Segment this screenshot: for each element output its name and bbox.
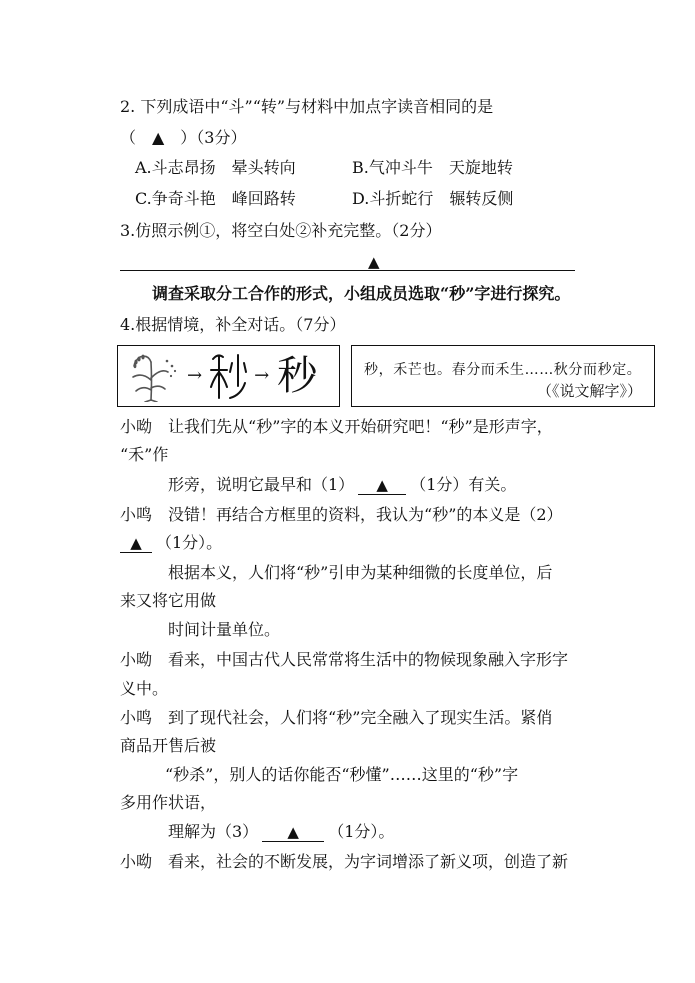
dialog-line: 多用作状语， bbox=[120, 793, 217, 812]
dialog-text: （1分）。 bbox=[156, 533, 223, 552]
option-d bbox=[352, 189, 513, 209]
speaker-name: 小鸣 bbox=[120, 708, 153, 727]
speaker-name: 小呦 bbox=[120, 852, 153, 871]
answer-blank: ▲ bbox=[358, 477, 406, 495]
dialog-text: （1分）。 bbox=[328, 822, 395, 841]
dialog-text: 让我们先从“秒”字的本义开始研究吧！“秒”是形声字， bbox=[168, 417, 553, 436]
character-evolution-box bbox=[117, 345, 340, 407]
question3-stem: 3.仿照示例①，将空白处②补充完整。（2分） bbox=[120, 221, 442, 240]
dialog-line bbox=[120, 852, 568, 872]
intro-text: 调查采取分工合作的形式，小组成员选取“秒”字进行探究。 bbox=[152, 284, 571, 303]
option-text: 气冲斗牛 天旋地转 bbox=[368, 158, 513, 177]
dialog-text: 看来，中国古代人民常常将生活中的物候现象融入字形字 bbox=[168, 650, 569, 669]
dialog-text: 理解为（3） bbox=[168, 822, 259, 841]
dialog-text: 没错！再结合方框里的资料，我认为“秒”的本义是（2） bbox=[168, 505, 563, 524]
question3-answer-mark: ▲ bbox=[368, 253, 380, 271]
dialog-line bbox=[120, 505, 563, 525]
modern-character: 秒 bbox=[277, 353, 318, 399]
dialog-text: 到了现代社会，人们将“秒”完全融入了现实生活。紧俏 bbox=[168, 708, 553, 727]
dialog-line: “秒杀”，别人的话你能否“秒懂”……这里的“秒”字 bbox=[165, 765, 519, 784]
dialog-line bbox=[120, 533, 222, 553]
plant-pictograph-image bbox=[121, 350, 181, 402]
dialog-line: 义中。 bbox=[120, 679, 169, 698]
dialog-line bbox=[120, 708, 552, 728]
dialog-text: 形旁，说明它最早和（1） bbox=[168, 475, 355, 494]
answer-blank: ▲ bbox=[120, 535, 152, 553]
speaker-name: 小呦 bbox=[120, 417, 153, 436]
option-label: B. bbox=[352, 158, 369, 177]
dialog-line: 时间计量单位。 bbox=[168, 620, 281, 639]
dialog-text: （1分）有关。 bbox=[410, 475, 517, 494]
speaker-name: 小鸣 bbox=[120, 505, 153, 524]
quote-text: 秒，禾芒也。春分而禾生……秋分而秒定。 bbox=[364, 362, 642, 378]
quote-source: （《说文解字》） bbox=[536, 382, 642, 400]
dialog-line bbox=[168, 475, 516, 495]
option-text: 争奇斗艳 峰回路转 bbox=[151, 189, 296, 208]
question4-stem: 4.根据情境，补全对话。（7分） bbox=[120, 315, 346, 334]
option-label: D. bbox=[352, 189, 370, 208]
dialog-text: 看来，社会的不断发展，为字词增添了新义项，创造了新 bbox=[168, 852, 569, 871]
question2-stem: 2. 下列成语中“斗”“转”与材料中加点字读音相同的是 bbox=[120, 97, 494, 116]
quote-box bbox=[351, 345, 655, 407]
answer-blank: ▲ bbox=[262, 824, 324, 842]
option-c bbox=[135, 189, 296, 209]
dialog-line bbox=[120, 650, 568, 670]
arrow-icon: → bbox=[254, 365, 270, 386]
dialog-line: 来又将它用做 bbox=[120, 591, 217, 610]
seal-script-character-image bbox=[208, 350, 248, 402]
dialog-line bbox=[168, 822, 394, 842]
option-label: C. bbox=[135, 189, 152, 208]
arrow-icon: → bbox=[187, 365, 203, 386]
question2-answer-blank: （ ▲ ）（3分） bbox=[120, 128, 247, 147]
option-a bbox=[135, 158, 296, 178]
option-b bbox=[352, 158, 513, 178]
option-text: 斗志昂扬 晕头转向 bbox=[151, 158, 296, 177]
answer-line bbox=[120, 270, 575, 271]
option-label: A. bbox=[135, 158, 152, 177]
dialog-line bbox=[120, 417, 553, 437]
dialog-line: “禾”作 bbox=[120, 445, 169, 464]
speaker-name: 小呦 bbox=[120, 650, 153, 669]
dialog-line: 根据本义，人们将“秒”引申为某种细微的长度单位，后 bbox=[168, 563, 553, 582]
option-text: 斗折蛇行 辗转反侧 bbox=[369, 189, 514, 208]
dialog-line: 商品开售后被 bbox=[120, 736, 217, 755]
